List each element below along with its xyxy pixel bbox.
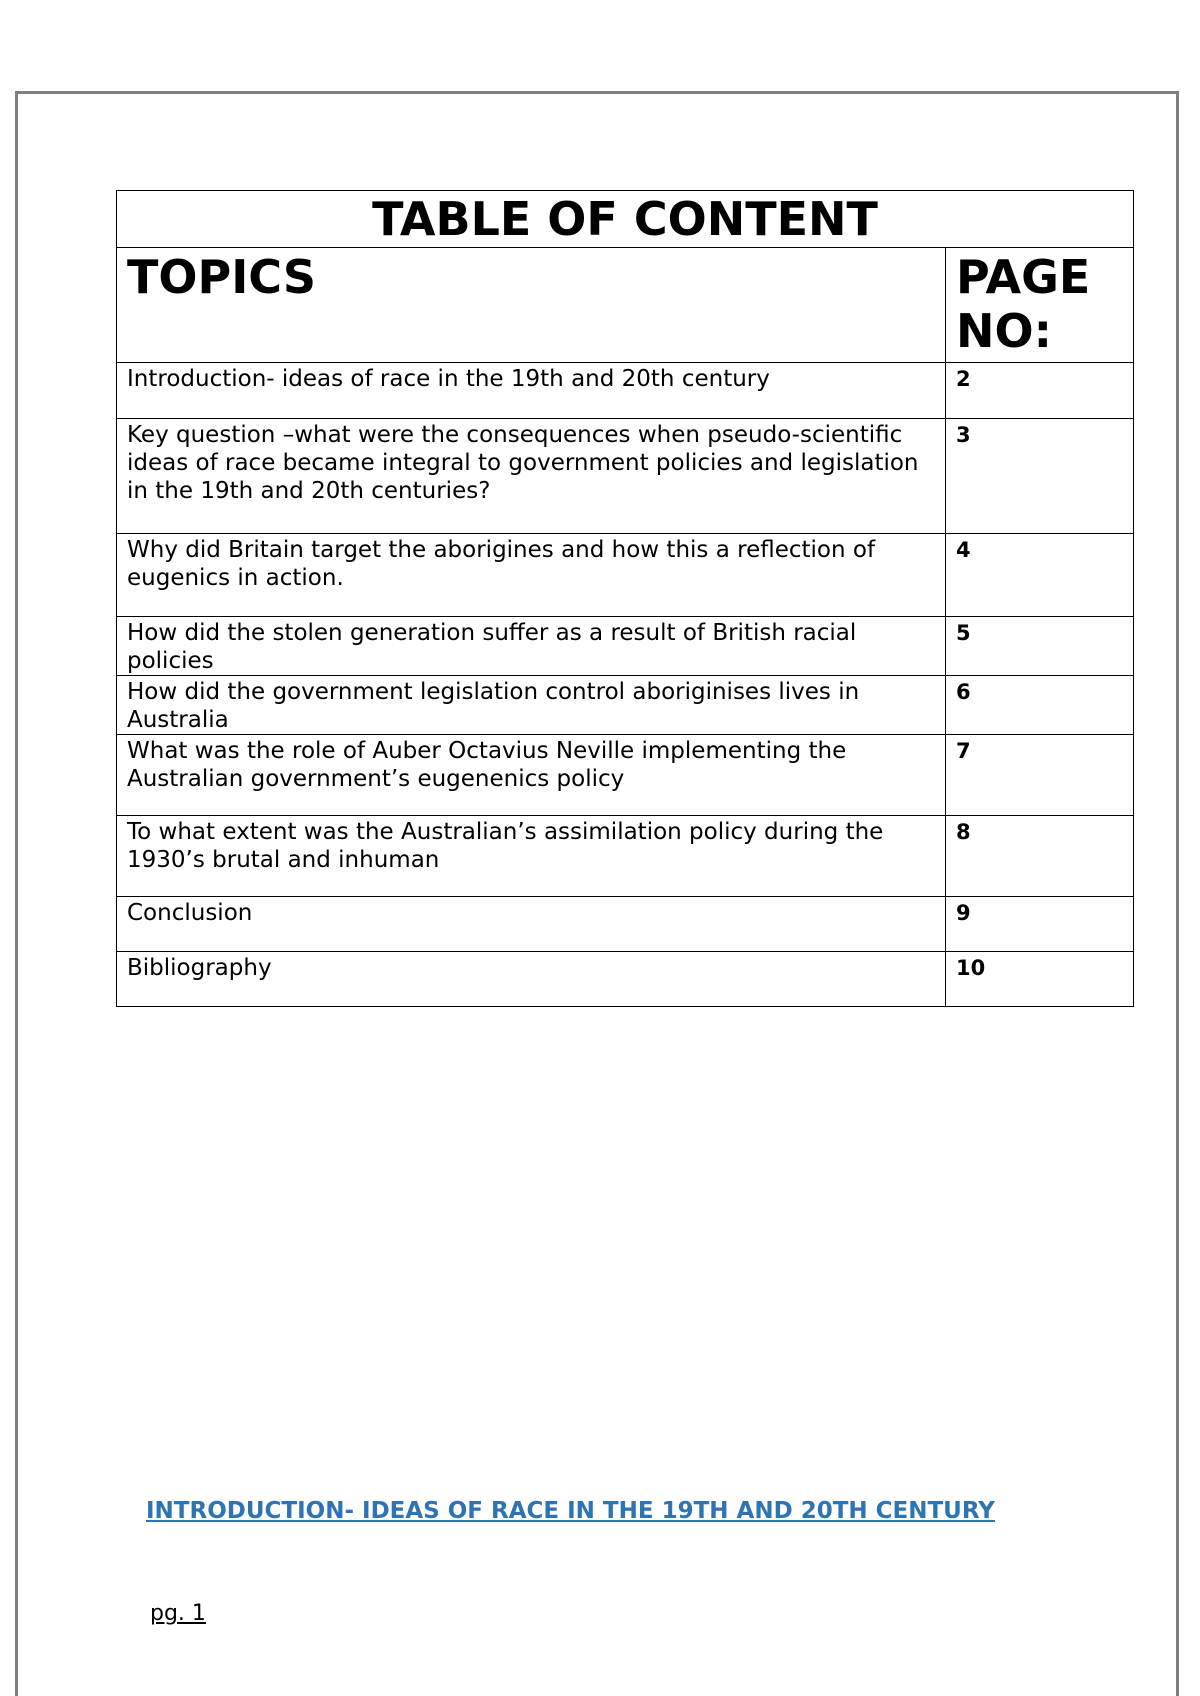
table-row <box>117 952 1134 1007</box>
column-header-topics: TOPICS <box>117 248 946 363</box>
topic-cell: Key question –what were the consequences when pseudo-scientific ideas of race became integral to government policies and legislation in the 19th and 20th centuries? <box>117 419 946 534</box>
topic-cell: To what extent was the Australian’s assimilation policy during the 1930’s brutal and inhuman <box>117 816 946 897</box>
topic-cell: Bibliography <box>117 952 946 1007</box>
page-cell: 5 <box>946 617 1134 676</box>
column-header-page-no: PAGE NO: <box>946 248 1134 363</box>
page-cell: 6 <box>946 676 1134 735</box>
introduction-heading-link[interactable]: INTRODUCTION- IDEAS OF RACE IN THE 19TH AND 20TH CENTURY <box>146 1498 995 1524</box>
page-cell: 4 <box>946 534 1134 617</box>
page-number: pg. 1 <box>150 1601 206 1626</box>
page-cell: 3 <box>946 419 1134 534</box>
topic-cell: Conclusion <box>117 897 946 952</box>
table-row <box>117 419 1134 534</box>
page-cell: 8 <box>946 816 1134 897</box>
page-cell: 7 <box>946 735 1134 816</box>
page-cell: 10 <box>946 952 1134 1007</box>
table-row <box>117 363 1134 419</box>
table-of-contents <box>116 190 1134 1007</box>
table-row <box>117 816 1134 897</box>
table-row <box>117 534 1134 617</box>
topic-cell: How did the government legislation control aboriginises lives in Australia <box>117 676 946 735</box>
topic-cell: Why did Britain target the aborigines and how this a reflection of eugenics in action. <box>117 534 946 617</box>
topic-cell: How did the stolen generation suffer as a result of British racial policies <box>117 617 946 676</box>
page-cell: 9 <box>946 897 1134 952</box>
table-row <box>117 617 1134 676</box>
toc-title: TABLE OF CONTENT <box>117 191 1134 248</box>
topic-cell: What was the role of Auber Octavius Neville implementing the Australian government’s eugenenics policy <box>117 735 946 816</box>
topic-cell: Introduction- ideas of race in the 19th and 20th century <box>117 363 946 419</box>
table-row <box>117 735 1134 816</box>
page-cell: 2 <box>946 363 1134 419</box>
table-row <box>117 676 1134 735</box>
table-row <box>117 897 1134 952</box>
